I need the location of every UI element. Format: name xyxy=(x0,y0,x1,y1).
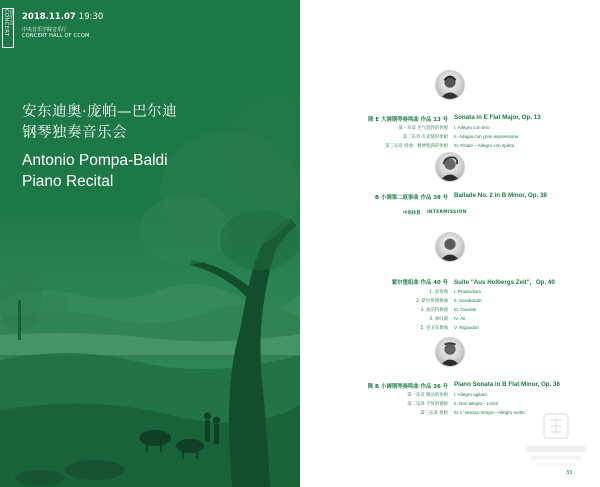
movement-en: II. Sarabande xyxy=(454,298,482,303)
movement-cn: 5. 里戈东舞曲 xyxy=(420,326,448,331)
composer-portrait-icon xyxy=(435,70,465,100)
work-title-cn: B 小调第二叙事曲 作品 38 号 xyxy=(374,195,448,201)
movement-en: III. Finale – Allegro con spirito xyxy=(454,143,515,148)
recital-title-en xyxy=(22,150,282,192)
movement-cn: 3. 加沃特舞曲 xyxy=(420,308,448,313)
event-time: 19:30 xyxy=(78,12,104,22)
composer-portrait-icon xyxy=(435,152,465,182)
movement-en: III. Gavotte xyxy=(454,307,477,312)
movement-cn: 2. 萨拉班德舞曲 xyxy=(416,299,448,304)
work-title-en: Ballade No. 2 in B Minor, Op. 38 xyxy=(454,192,547,199)
concert-badge-label: 音乐会 CONCERT xyxy=(3,9,14,37)
work-title-cn: 霍尔堡组曲 作品 40 号 xyxy=(391,280,448,286)
work-title-cn: 降 B 小调钢琴奏鸣曲 作品 36 号 xyxy=(367,384,448,390)
movement-en: I. Allegro agitato xyxy=(454,392,487,397)
movement-cn: 第三乐章 终曲：精神饱满的快板 xyxy=(385,144,448,149)
movement-cn: 4. 咏叹调 xyxy=(429,317,448,322)
movement-en: II. Adagio con gran espressione xyxy=(454,134,519,139)
recital-title-en-line1: Antonio Pompa-Baldi xyxy=(22,152,168,169)
watermark-logo xyxy=(522,412,590,472)
composer-portrait-icon xyxy=(435,232,465,262)
movement-cn: 第一乐章 生气勃勃的快板 xyxy=(398,126,448,131)
movement-en: V. Rigaudon xyxy=(454,325,479,330)
movement-en: I. Praeludium xyxy=(454,289,482,294)
recital-title-cn-line2: 钢琴独奏音乐会 xyxy=(22,125,127,141)
event-date: 2018.11.07 xyxy=(22,12,76,22)
work-title-en: Suite "Aus Holbergs Zeit"，Op. 40 xyxy=(454,279,555,286)
composer-portrait-icon xyxy=(435,337,465,367)
work-title-cn: 降 E 大调钢琴奏鸣曲 作品 13 号 xyxy=(368,117,448,123)
recital-title-cn xyxy=(22,102,282,144)
recital-title-cn-line1: 安东迪奥·庞帕—巴尔迪 xyxy=(22,104,178,120)
movement-en: I. Allegro con brio xyxy=(454,125,490,130)
movement-en: IV. Air xyxy=(454,316,466,321)
venue-name-cn: 中央音乐学院音乐厅 xyxy=(22,27,68,33)
movement-cn: 1. 前奏曲 xyxy=(429,290,448,295)
venue-name-en: CONCERT HALL OF CCOM xyxy=(22,33,90,39)
movement-en: II. Non allegro - Lento xyxy=(454,401,499,406)
movement-cn: 第一乐章 激动的快板 xyxy=(407,393,448,398)
work-title-en: Piano Sonata in B Flat Minor, Op. 36 xyxy=(454,381,560,388)
page-number: 33 xyxy=(566,470,573,476)
intermission-label-cn: 中场休息 xyxy=(403,211,421,216)
movement-cn: 第二乐章 不快的慢板 xyxy=(407,402,448,407)
event-datetime xyxy=(22,12,103,22)
recital-title-en-line2: Piano Recital xyxy=(22,173,114,190)
intermission-label-en: INTERMISSION xyxy=(427,210,467,215)
movement-cn: 第三乐章 快板 xyxy=(420,411,448,416)
concert-badge xyxy=(2,8,14,48)
movement-cn: 第二乐章 有表情的柔板 xyxy=(402,135,448,140)
movement-en: III. L' istesso tempo—Allegro molto xyxy=(454,410,525,415)
work-title-en: Sonata in E Flat Major, Op. 13 xyxy=(454,114,541,121)
